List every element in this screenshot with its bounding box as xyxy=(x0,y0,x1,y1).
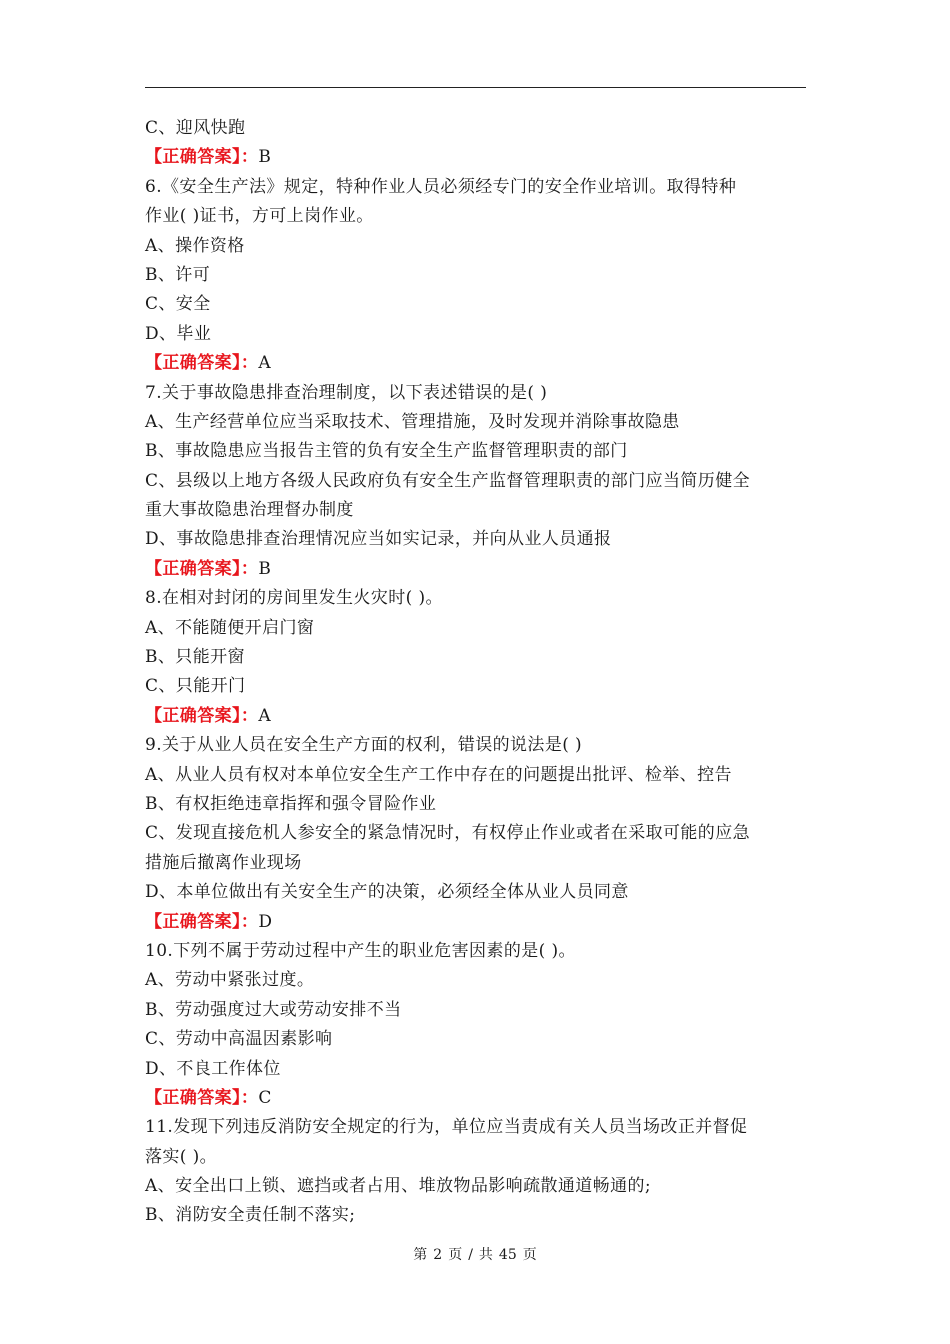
text-line: A、操作资格 xyxy=(145,235,245,256)
footer-total-prefix: 共 xyxy=(478,1247,493,1263)
text-line: A、不能随便开启门窗 xyxy=(145,617,315,638)
text-line: C、劳动中高温因素影响 xyxy=(145,1029,333,1050)
correct-answer-line xyxy=(145,143,806,172)
text-line: 措施后撤离作业现场 xyxy=(145,852,302,873)
text-line: B、许可 xyxy=(145,264,211,285)
text-line: B、事故隐患应当报告主管的负有安全生产监督管理职责的部门 xyxy=(145,441,628,462)
text-line: D、毕业 xyxy=(145,323,212,344)
text-line: D、本单位做出有关安全生产的决策，必须经全体从业人员同意 xyxy=(145,882,629,903)
text-line: A、从业人员有权对本单位安全生产工作中存在的问题提出批评、检举、控告 xyxy=(145,764,732,785)
correct-answer-label: 【正确答案】： xyxy=(145,147,259,168)
text-line: 10.下列不属于劳动过程中产生的职业危害因素的是( )。 xyxy=(145,940,576,961)
correct-answer-value: C xyxy=(258,1087,272,1108)
page-footer xyxy=(0,1244,950,1264)
correct-answer-line xyxy=(145,908,806,937)
correct-answer-value: A xyxy=(258,705,271,726)
footer-total-unit: 页 xyxy=(522,1247,537,1263)
footer-prefix: 第 xyxy=(413,1247,428,1263)
text-line: B、只能开窗 xyxy=(145,647,245,668)
text-line: 7.关于事故隐患排查治理制度，以下表述错误的是( ) xyxy=(145,382,548,403)
correct-answer-value: B xyxy=(258,558,272,579)
correct-answer-label: 【正确答案】： xyxy=(145,1087,259,1108)
text-line: A、劳动中紧张过度。 xyxy=(145,970,315,991)
text-line: C、县级以上地方各级人民政府负有安全生产监督管理职责的部门应当简历健全 xyxy=(145,470,751,491)
text-line: D、不良工作体位 xyxy=(145,1058,281,1079)
correct-answer-label: 【正确答案】： xyxy=(145,353,259,374)
correct-answer-line xyxy=(145,349,806,378)
text-line: 重大事故隐患治理督办制度 xyxy=(145,500,354,521)
text-line: A、生产经营单位应当采取技术、管理措施，及时发现并消除事故隐患 xyxy=(145,411,680,432)
footer-separator: / xyxy=(468,1247,473,1263)
text-line: 9.关于从业人员在安全生产方面的权利，错误的说法是( ) xyxy=(145,735,583,756)
text-line: B、劳动强度过大或劳动安排不当 xyxy=(145,999,402,1020)
text-line: A、安全出口上锁、遮挡或者占用、堆放物品影响疏散通道畅通的; xyxy=(145,1176,652,1197)
correct-answer-line xyxy=(145,702,806,731)
text-line: C、只能开门 xyxy=(145,676,246,697)
header-rule xyxy=(145,87,806,88)
text-line: B、消防安全责任制不落实; xyxy=(145,1205,356,1226)
correct-answer-line xyxy=(145,1084,806,1113)
text-line: 8.在相对封闭的房间里发生火灾时( )。 xyxy=(145,588,443,609)
text-line: C、安全 xyxy=(145,294,211,315)
text-line: 落实( )。 xyxy=(145,1146,218,1167)
footer-page-unit: 页 xyxy=(448,1247,463,1263)
correct-answer-value: D xyxy=(258,911,273,932)
text-line: 6.《安全生产法》规定，特种作业人员必须经专门的安全作业培训。取得特种 xyxy=(145,176,737,197)
footer-total-pages: 45 xyxy=(498,1247,517,1263)
text-line: C、发现直接危机人参安全的紧急情况时，有权停止作业或者在采取可能的应急 xyxy=(145,823,751,844)
correct-answer-label: 【正确答案】： xyxy=(145,911,259,932)
document-body xyxy=(145,114,806,1231)
correct-answer-value: B xyxy=(258,147,272,168)
correct-answer-label: 【正确答案】： xyxy=(145,705,259,726)
text-line: D、事故隐患排查治理情况应当如实记录，并向从业人员通报 xyxy=(145,529,612,550)
text-line: 作业( )证书，方可上岗作业。 xyxy=(145,206,374,227)
text-line: 11.发现下列违反消防安全规定的行为，单位应当责成有关人员当场改正并督促 xyxy=(145,1117,748,1138)
correct-answer-line xyxy=(145,555,806,584)
correct-answer-label: 【正确答案】： xyxy=(145,558,259,579)
text-line: C、迎风快跑 xyxy=(145,118,246,138)
footer-page-number: 2 xyxy=(433,1247,443,1263)
text-line: B、有权拒绝违章指挥和强令冒险作业 xyxy=(145,793,437,814)
correct-answer-value: A xyxy=(258,353,271,374)
